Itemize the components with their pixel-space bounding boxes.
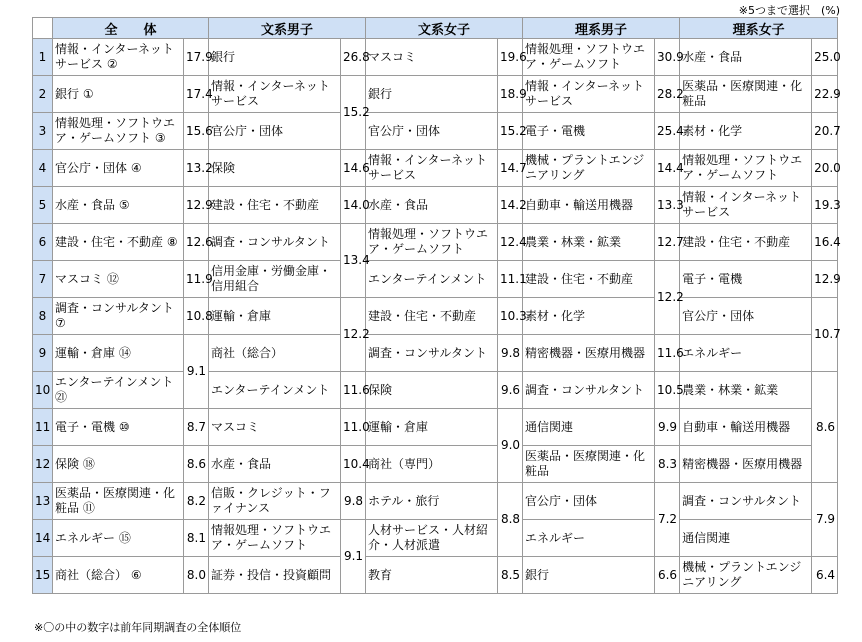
industry-name: 建設・住宅・不動産 — [366, 298, 498, 335]
industry-name: 通信関連 — [680, 520, 812, 557]
table-row — [33, 372, 838, 409]
industry-name: 情報処理・ソフトウエア・ゲームソフト — [366, 224, 498, 261]
percent-value: 9.1 — [341, 520, 366, 594]
percent-value: 8.8 — [498, 483, 523, 557]
rank-number: 15 — [33, 557, 53, 594]
industry-name: 電子・電機 — [523, 113, 655, 150]
percent-value: 7.2 — [655, 483, 680, 557]
industry-name: エネルギー ⑮ — [53, 520, 184, 557]
industry-name: マスコミ — [209, 409, 341, 446]
industry-name: 農業・林業・鉱業 — [680, 372, 812, 409]
percent-value: 12.9 — [184, 187, 209, 224]
industry-name: 情報処理・ソフトウエア・ゲームソフト — [680, 150, 812, 187]
industry-name: 情報・インターネットサービス — [209, 76, 341, 113]
percent-value: 11.6 — [341, 372, 366, 409]
industry-name: 運輸・倉庫 ⑭ — [53, 335, 184, 372]
rank-number: 8 — [33, 298, 53, 335]
industry-name: マスコミ — [366, 39, 498, 76]
industry-name: 水産・食品 — [209, 446, 341, 483]
industry-name: 電子・電機 — [680, 261, 812, 298]
percent-value: 8.5 — [498, 557, 523, 594]
percent-value: 11.6 — [655, 335, 680, 372]
table-row — [33, 261, 838, 298]
rank-number: 10 — [33, 372, 53, 409]
percent-value: 15.6 — [184, 113, 209, 150]
rank-number: 6 — [33, 224, 53, 261]
industry-name: 保険 — [366, 372, 498, 409]
table-row — [33, 187, 838, 224]
header-row — [33, 18, 838, 39]
percent-value: 9.6 — [498, 372, 523, 409]
industry-name: エンターテインメント — [366, 261, 498, 298]
industry-name: 情報・インターネットサービス — [523, 76, 655, 113]
percent-value: 12.7 — [655, 224, 680, 261]
table-row — [33, 224, 838, 261]
percent-value: 22.9 — [812, 76, 838, 113]
percent-value: 9.1 — [184, 335, 209, 409]
percent-value: 8.6 — [184, 446, 209, 483]
percent-value: 8.7 — [184, 409, 209, 446]
industry-name: エネルギー — [523, 520, 655, 557]
percent-value: 30.9 — [655, 39, 680, 76]
percent-value: 17.4 — [184, 76, 209, 113]
industry-name: 証券・投信・投資顧問 — [209, 557, 341, 594]
industry-name: 機械・プラントエンジニアリング — [680, 557, 812, 594]
industry-name: 水産・食品 ⑤ — [53, 187, 184, 224]
rank-number: 4 — [33, 150, 53, 187]
industry-name: 医薬品・医療関連・化粧品 — [680, 76, 812, 113]
industry-name: 電子・電機 ⑩ — [53, 409, 184, 446]
industry-name: ホテル・旅行 — [366, 483, 498, 520]
industry-name: 商社（専門） — [366, 446, 498, 483]
header-humanities-male: 文系男子 — [209, 18, 366, 39]
table-row — [33, 298, 838, 335]
industry-name: 銀行 ① — [53, 76, 184, 113]
industry-name: マスコミ ⑫ — [53, 261, 184, 298]
table-row — [33, 150, 838, 187]
percent-value: 11.0 — [341, 409, 366, 446]
industry-name: 医薬品・医療関連・化粧品 ⑪ — [53, 483, 184, 520]
percent-value: 8.6 — [812, 372, 838, 483]
industry-name: 精密機器・医療用機器 — [680, 446, 812, 483]
industry-name: 銀行 — [523, 557, 655, 594]
industry-name: 建設・住宅・不動産 — [209, 187, 341, 224]
percent-value: 26.8 — [341, 39, 366, 76]
rank-number: 9 — [33, 335, 53, 372]
percent-value: 13.2 — [184, 150, 209, 187]
industry-name: 調査・コンサルタント — [209, 224, 341, 261]
industry-name: 教育 — [366, 557, 498, 594]
percent-value: 13.3 — [655, 187, 680, 224]
percent-value: 28.2 — [655, 76, 680, 113]
rank-number: 7 — [33, 261, 53, 298]
table-row — [33, 113, 838, 150]
industry-name: 官公庁・団体 ④ — [53, 150, 184, 187]
note-bottom: ※〇の中の数字は前年同期調査の全体順位 — [34, 621, 242, 634]
rank-number: 1 — [33, 39, 53, 76]
percent-value: 10.5 — [655, 372, 680, 409]
industry-name: 建設・住宅・不動産 — [680, 224, 812, 261]
rank-number: 5 — [33, 187, 53, 224]
percent-value: 14.2 — [498, 187, 523, 224]
industry-name: 精密機器・医療用機器 — [523, 335, 655, 372]
industry-name: エネルギー — [680, 335, 812, 372]
industry-name: 商社（総合） — [209, 335, 341, 372]
percent-value: 9.8 — [341, 483, 366, 520]
industry-name: 素材・化学 — [523, 298, 655, 335]
industry-name: 調査・コンサルタント — [680, 483, 812, 520]
percent-value: 19.3 — [812, 187, 838, 224]
industry-name: 調査・コンサルタント — [523, 372, 655, 409]
percent-value: 17.9 — [184, 39, 209, 76]
industry-name: 商社（総合） ⑥ — [53, 557, 184, 594]
percent-value: 6.6 — [655, 557, 680, 594]
rank-number: 13 — [33, 483, 53, 520]
percent-value: 12.2 — [341, 298, 366, 372]
industry-name: 水産・食品 — [366, 187, 498, 224]
industry-name: 調査・コンサルタント — [366, 335, 498, 372]
table-row — [33, 335, 838, 372]
percent-value: 20.7 — [812, 113, 838, 150]
rank-number: 12 — [33, 446, 53, 483]
percent-value: 11.1 — [498, 261, 523, 298]
header-humanities-female: 文系女子 — [366, 18, 523, 39]
percent-value: 10.8 — [184, 298, 209, 335]
percent-value: 13.4 — [341, 224, 366, 298]
table-row — [33, 520, 838, 557]
percent-value: 15.2 — [498, 113, 523, 150]
rank-number: 3 — [33, 113, 53, 150]
table-row — [33, 76, 838, 113]
percent-value: 8.3 — [655, 446, 680, 483]
percent-value: 14.4 — [655, 150, 680, 187]
industry-name: 自動車・輸送用機器 — [680, 409, 812, 446]
industry-name: 人材サービス・人材紹介・人材派遣 — [366, 520, 498, 557]
industry-name: 素材・化学 — [680, 113, 812, 150]
percent-value: 19.6 — [498, 39, 523, 76]
industry-name: エンターテインメント — [209, 372, 341, 409]
rank-number: 11 — [33, 409, 53, 446]
percent-value: 25.0 — [812, 39, 838, 76]
industry-name: 医薬品・医療関連・化粧品 — [523, 446, 655, 483]
industry-name: 情報・インターネットサービス — [680, 187, 812, 224]
percent-value: 6.4 — [812, 557, 838, 594]
industry-name: 官公庁・団体 — [366, 113, 498, 150]
percent-value: 20.0 — [812, 150, 838, 187]
percent-value: 7.9 — [812, 483, 838, 557]
percent-value: 25.4 — [655, 113, 680, 150]
percent-value: 14.7 — [498, 150, 523, 187]
industry-name: 官公庁・団体 — [680, 298, 812, 335]
industry-name: 信販・クレジット・ファイナンス — [209, 483, 341, 520]
header-all: 全 体 — [53, 18, 209, 39]
table-row — [33, 39, 838, 76]
percent-value: 15.2 — [341, 76, 366, 150]
table-row — [33, 409, 838, 446]
industry-name: エンターテインメント ㉑ — [53, 372, 184, 409]
percent-value: 16.4 — [812, 224, 838, 261]
industry-name: 運輸・倉庫 — [209, 298, 341, 335]
percent-value: 9.0 — [498, 409, 523, 483]
percent-value: 9.9 — [655, 409, 680, 446]
percent-value: 11.9 — [184, 261, 209, 298]
percent-value: 12.4 — [498, 224, 523, 261]
header-corner — [33, 18, 53, 39]
percent-value: 12.9 — [812, 261, 838, 298]
industry-name: 信用金庫・労働金庫・信用組合 — [209, 261, 341, 298]
percent-value: 12.2 — [655, 261, 680, 335]
ranking-table — [32, 17, 841, 594]
industry-name: 調査・コンサルタント ⑦ — [53, 298, 184, 335]
percent-value: 8.1 — [184, 520, 209, 557]
industry-name: 情報・インターネットサービス ② — [53, 39, 184, 76]
industry-name: 通信関連 — [523, 409, 655, 446]
industry-name: 情報処理・ソフトウエア・ゲームソフト — [523, 39, 655, 76]
industry-name: 運輸・倉庫 — [366, 409, 498, 446]
percent-value: 14.0 — [341, 187, 366, 224]
industry-name: 保険 — [209, 150, 341, 187]
industry-name: 官公庁・団体 — [523, 483, 655, 520]
percent-value: 10.7 — [812, 298, 838, 372]
industry-name: 官公庁・団体 — [209, 113, 341, 150]
industry-name: 情報処理・ソフトウエア・ゲームソフト — [209, 520, 341, 557]
percent-value: 10.4 — [341, 446, 366, 483]
industry-name: 自動車・輸送用機器 — [523, 187, 655, 224]
table-row — [33, 483, 838, 520]
industry-name: 情報処理・ソフトウエア・ゲームソフト ③ — [53, 113, 184, 150]
percent-value: 8.2 — [184, 483, 209, 520]
header-science-male: 理系男子 — [523, 18, 680, 39]
industry-name: 水産・食品 — [680, 39, 812, 76]
industry-name: 農業・林業・鉱業 — [523, 224, 655, 261]
industry-name: 銀行 — [209, 39, 341, 76]
note-top: ※5つまで選択 (%) — [738, 4, 840, 17]
industry-name: 機械・プラントエンジニアリング — [523, 150, 655, 187]
industry-name: 銀行 — [366, 76, 498, 113]
percent-value: 10.3 — [498, 298, 523, 335]
industry-name: 建設・住宅・不動産 ⑧ — [53, 224, 184, 261]
percent-value: 9.8 — [498, 335, 523, 372]
industry-name: 情報・インターネットサービス — [366, 150, 498, 187]
rank-number: 14 — [33, 520, 53, 557]
percent-value: 14.6 — [341, 150, 366, 187]
rank-number: 2 — [33, 76, 53, 113]
percent-value: 18.9 — [498, 76, 523, 113]
industry-name: 保険 ⑱ — [53, 446, 184, 483]
table-row — [33, 446, 838, 483]
industry-name: 建設・住宅・不動産 — [523, 261, 655, 298]
percent-value: 8.0 — [184, 557, 209, 594]
table-row — [33, 557, 838, 594]
header-science-female: 理系女子 — [680, 18, 838, 39]
percent-value: 12.6 — [184, 224, 209, 261]
